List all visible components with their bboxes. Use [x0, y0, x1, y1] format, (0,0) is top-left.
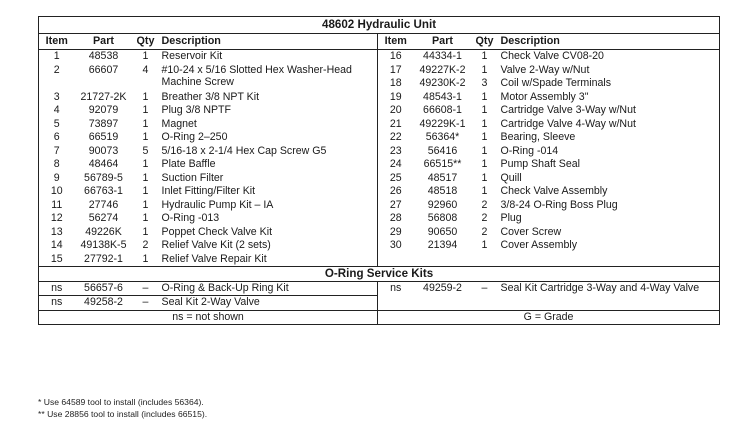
header-description: Description — [498, 34, 720, 50]
part-number: 48517 — [427, 171, 458, 184]
description: Quill — [500, 171, 522, 184]
table-row — [39, 212, 720, 226]
description: Magnet — [161, 117, 197, 130]
item-number: 18 — [378, 77, 414, 91]
part-number: 56416 — [427, 144, 458, 157]
part-number: 48543-1 — [423, 90, 462, 103]
part-number: 73897 — [88, 117, 119, 130]
quantity: 1 — [142, 90, 149, 103]
quantity: 1 — [481, 131, 488, 143]
quantity: 1 — [481, 90, 488, 103]
kit-part-number: 56657-6 — [75, 281, 133, 296]
part-number: 56274 — [88, 212, 119, 224]
description: Plate Baffle — [161, 158, 216, 170]
quantity: 3 — [481, 77, 488, 89]
table-row — [39, 104, 720, 118]
header-description: Description — [159, 34, 378, 50]
item-number: 29 — [378, 226, 414, 240]
item-number: 27 — [378, 199, 414, 213]
quantity: 1 — [142, 171, 149, 184]
quantity: 1 — [142, 225, 149, 238]
description: Relief Valve Repair Kit — [161, 252, 267, 265]
description: Motor Assembly 3" — [500, 90, 589, 103]
item-number: 19 — [378, 91, 414, 105]
item-number: 30 — [378, 239, 414, 253]
kit-item: ns — [39, 281, 75, 296]
part-number: 49226K — [85, 225, 122, 238]
quantity: 1 — [142, 50, 149, 62]
item-number: 12 — [50, 212, 63, 224]
description: Breather 3/8 NPT Kit — [161, 90, 260, 103]
table-row — [39, 239, 720, 253]
table-row — [39, 145, 720, 159]
legend-grade: G = Grade — [378, 310, 720, 325]
part-number: 66763-1 — [84, 185, 123, 197]
item-number: 17 — [378, 64, 414, 78]
item-number: 21 — [378, 118, 414, 132]
table-row — [39, 91, 720, 105]
quantity: 1 — [481, 117, 488, 130]
table-row — [39, 226, 720, 240]
kit-description: Seal Kit 2-Way Valve — [159, 296, 378, 311]
quantity: 2 — [481, 198, 488, 211]
footnote: * Use 64589 tool to install (includes 56364). — [38, 397, 204, 407]
description: Coil w/Spade Terminals — [500, 77, 611, 89]
part-number: 66607 — [88, 63, 119, 76]
item-number: 1 — [53, 50, 60, 62]
description: Inlet Fitting/Filter Kit — [161, 185, 256, 197]
description: Hydraulic Pump Kit – IA — [161, 198, 274, 211]
kit-part-number: 49258-2 — [75, 296, 133, 311]
quantity: 1 — [481, 144, 488, 157]
legend-row — [39, 310, 720, 325]
item-number: 26 — [378, 185, 414, 199]
quantity: 1 — [142, 212, 149, 224]
item-number: 14 — [50, 239, 63, 251]
table-row — [39, 172, 720, 186]
part-number: 27792-1 — [84, 252, 123, 265]
item-number: 11 — [51, 198, 63, 211]
description: Plug — [500, 212, 522, 224]
table-row — [39, 64, 720, 78]
item-number: 9 — [53, 171, 60, 184]
quantity: 1 — [142, 104, 149, 116]
part-number: 56364* — [425, 131, 460, 143]
kit-description: Seal Kit Cartridge 3-Way and 4-Way Valve — [498, 281, 720, 310]
item-number: 22 — [378, 131, 414, 145]
kit-description: O-Ring & Back-Up Ring Kit — [159, 281, 378, 296]
kits-title: O-Ring Service Kits — [39, 267, 720, 282]
item-number: 16 — [378, 50, 414, 64]
quantity: 1 — [481, 185, 488, 197]
kit-item: ns — [39, 296, 75, 311]
item-number: 23 — [378, 145, 414, 159]
quantity: 1 — [481, 104, 488, 116]
part-number: 92079 — [88, 104, 119, 116]
table-row — [39, 253, 720, 267]
description: Suction Filter — [161, 171, 224, 184]
item-number: 24 — [378, 158, 414, 172]
item-number: 20 — [378, 104, 414, 118]
quantity: 1 — [481, 171, 488, 184]
parts-table — [38, 16, 720, 325]
item-number: 13 — [50, 225, 63, 238]
part-number: 44334-1 — [423, 50, 462, 62]
item-number: 5 — [53, 117, 60, 130]
item-number: 25 — [378, 172, 414, 186]
description: #10-24 x 5/16 Slotted Hex Washer-Head Machine Screw — [161, 63, 352, 88]
description: 5/16-18 x 2-1/4 Hex Cap Screw G5 — [161, 144, 327, 157]
quantity: 1 — [142, 198, 149, 211]
part-number: 49230K-2 — [419, 77, 466, 89]
kit-item: ns — [378, 281, 414, 310]
quantity: 2 — [481, 225, 488, 238]
table-row — [39, 158, 720, 172]
kit-quantity: – — [133, 296, 159, 311]
part-number: 56789-5 — [84, 171, 123, 184]
header-item: Item — [39, 34, 75, 50]
quantity: 1 — [142, 117, 149, 130]
footnote: ** Use 28856 tool to install (includes 66515). — [38, 408, 208, 419]
section-row — [39, 267, 720, 282]
item-number: 10 — [50, 185, 63, 197]
footnotes — [38, 397, 207, 420]
item-number: 28 — [378, 212, 414, 226]
table-row — [39, 131, 720, 145]
kit-quantity: – — [472, 281, 498, 310]
description: 3/8-24 O-Ring Boss Plug — [500, 198, 618, 211]
legend-ns: ns = not shown — [172, 310, 244, 323]
part-number: 21727-2K — [80, 90, 127, 103]
item-number: 6 — [53, 131, 60, 143]
part-number: 48518 — [427, 185, 458, 197]
description: O-Ring -014 — [500, 144, 559, 157]
table-title: 48602 Hydraulic Unit — [39, 17, 720, 34]
description: O-Ring -013 — [161, 212, 220, 224]
description: Cover Assembly — [500, 239, 578, 251]
quantity: 1 — [481, 63, 488, 76]
description: Pump Shaft Seal — [500, 158, 580, 170]
kit-quantity: – — [133, 281, 159, 296]
part-number: 56808 — [427, 212, 458, 224]
part-number: 49229K-1 — [419, 117, 466, 130]
part-number: 48538 — [88, 50, 119, 62]
part-number: 49227K-2 — [419, 63, 466, 76]
part-number: 92960 — [427, 198, 458, 211]
quantity: 4 — [142, 63, 149, 76]
header-qty: Qty — [472, 34, 498, 50]
description: Cartridge Valve 3-Way w/Nut — [500, 104, 636, 116]
quantity: 1 — [481, 239, 488, 251]
description: Valve 2-Way w/Nut — [500, 63, 590, 76]
part-number: 66515** — [423, 158, 462, 170]
item-number: 2 — [53, 63, 60, 76]
part-number: 49138K-5 — [80, 239, 127, 251]
table-row — [39, 199, 720, 213]
description: Check Valve Assembly — [500, 185, 608, 197]
description: Relief Valve Kit (2 sets) — [161, 239, 271, 251]
header-part: Part — [75, 34, 133, 50]
empty-cell — [378, 253, 720, 267]
quantity: 1 — [481, 50, 488, 62]
item-number: 3 — [53, 90, 60, 103]
description: O-Ring 2–250 — [161, 131, 228, 143]
part-number: 66608-1 — [423, 104, 462, 116]
description: Cartridge Valve 4-Way w/Nut — [500, 117, 636, 130]
quantity: 2 — [481, 212, 488, 224]
description: Reservoir Kit — [161, 50, 223, 62]
header-part: Part — [414, 34, 472, 50]
description: Bearing, Sleeve — [500, 131, 576, 143]
item-number: 4 — [53, 104, 60, 116]
item-number: 8 — [53, 158, 60, 170]
description: Check Valve CV08-20 — [500, 50, 604, 62]
quantity: 1 — [142, 158, 149, 170]
quantity: 2 — [142, 239, 149, 251]
quantity: 5 — [142, 144, 149, 157]
part-number: 21394 — [427, 239, 458, 251]
item-number: 7 — [53, 144, 60, 157]
description: Poppet Check Valve Kit — [161, 225, 273, 238]
quantity: 1 — [142, 131, 149, 143]
header-item: Item — [378, 34, 414, 50]
quantity: 1 — [142, 252, 149, 265]
description: Cover Screw — [500, 225, 562, 238]
quantity: 1 — [142, 185, 149, 197]
table-row — [39, 50, 720, 64]
part-number: 48464 — [88, 158, 119, 170]
table-row — [39, 185, 720, 199]
part-number: 90073 — [88, 144, 119, 157]
part-number: 27746 — [88, 198, 119, 211]
part-number: 90650 — [427, 225, 458, 238]
description: Plug 3/8 NPTF — [161, 104, 231, 116]
kit-part-number: 49259-2 — [414, 281, 472, 310]
item-number: 15 — [50, 252, 63, 265]
quantity: 1 — [481, 158, 488, 170]
header-qty: Qty — [133, 34, 159, 50]
part-number: 66519 — [88, 131, 119, 143]
table-row — [39, 118, 720, 132]
kit-row — [39, 281, 720, 296]
